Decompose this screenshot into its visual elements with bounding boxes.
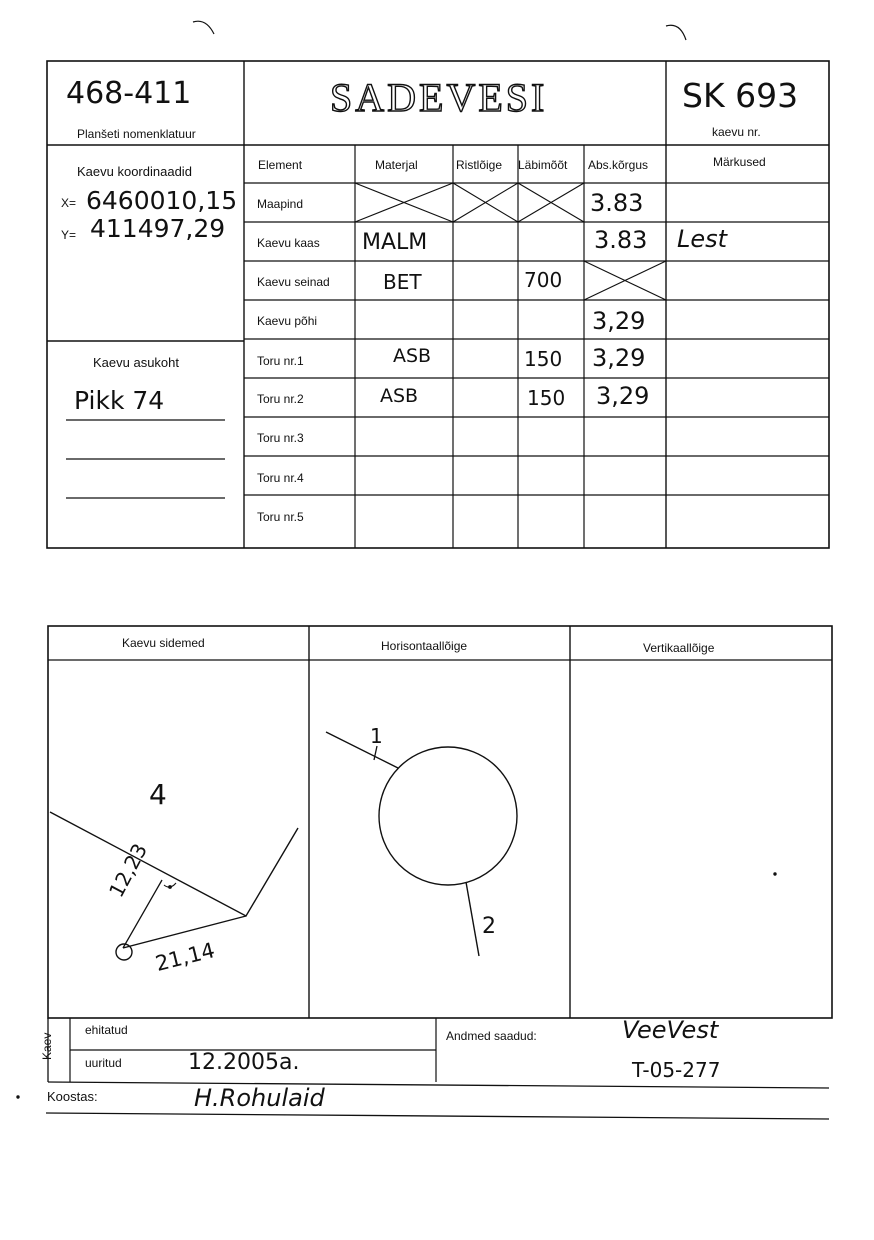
header-material: Materjal (375, 158, 418, 172)
row-label-pipe-5: Toru nr.5 (257, 510, 304, 524)
pipe-2-material: ASB (380, 385, 419, 407)
pipe-1-diameter: 150 (524, 347, 563, 371)
cover-material: MALM (362, 230, 428, 255)
header-cross-section: Ristlõige (456, 158, 503, 172)
surveyed-label: uuritud (85, 1056, 122, 1070)
row-label-pipe-3: Toru nr.3 (257, 431, 304, 445)
walls-material: BET (383, 270, 422, 294)
row-label-walls: Kaevu seinad (257, 275, 330, 289)
data-source-value: VeeVest (622, 1016, 719, 1044)
pipe-2-abs-height: 3,29 (596, 382, 650, 410)
cover-notes: Lest (677, 225, 728, 253)
header-element: Element (258, 158, 303, 172)
location-value: Pikk 74 (74, 386, 165, 415)
compiled-label: Koostas: (47, 1089, 98, 1104)
row-label-ground: Maapind (257, 197, 304, 211)
footer-side-label: Kaev (40, 1032, 54, 1060)
row-label-pipe-2: Toru nr.2 (257, 392, 304, 406)
cover-abs-height: 3.83 (594, 226, 648, 254)
data-source-reference: T-05-277 (632, 1058, 721, 1082)
pipe-1-abs-height: 3,29 (592, 344, 646, 372)
panel-title-connections: Kaevu sidemed (122, 636, 205, 650)
plot-number: 4 (149, 778, 167, 811)
sheet-nomenclature-label: Planšeti nomenklatuur (77, 127, 196, 141)
distance-a: 12,23 (104, 839, 153, 902)
sheet-nomenclature-value: 468-411 (66, 76, 192, 111)
compiled-value: H.Rohulaid (194, 1084, 325, 1112)
y-coordinate-value: 411497,29 (90, 214, 226, 243)
x-coordinate-value: 6460010,15 (86, 186, 238, 215)
header-diameter: Läbimõõt (518, 158, 568, 172)
well-number-label: kaevu nr. (712, 125, 761, 139)
x-prefix: X= (61, 196, 77, 210)
pipe-2-diameter: 150 (527, 386, 566, 410)
panel-title-vertical: Vertikaallõige (643, 641, 715, 655)
pipe-1-marker: 1 (370, 724, 383, 748)
header-abs-height: Abs.kõrgus (588, 158, 649, 172)
row-label-pipe-4: Toru nr.4 (257, 471, 304, 485)
panel-title-horizontal: Horisontaallõige (381, 639, 468, 653)
pipe-1-material: ASB (393, 345, 432, 367)
ground-abs-height: 3.83 (590, 189, 644, 217)
surveyed-value: 12.2005a. (188, 1050, 300, 1075)
y-prefix: Y= (61, 228, 77, 242)
walls-diameter: 700 (524, 268, 563, 292)
header-notes: Märkused (713, 155, 766, 169)
row-label-bottom: Kaevu põhi (257, 314, 318, 328)
well-number-value: SK 693 (682, 76, 799, 115)
bottom-abs-height: 3,29 (592, 307, 646, 335)
data-source-label: Andmed saadud: (446, 1029, 537, 1043)
location-label: Kaevu asukoht (93, 355, 180, 370)
pipe-2-marker: 2 (482, 914, 496, 939)
row-label-pipe-1: Toru nr.1 (257, 354, 304, 368)
row-label-cover: Kaevu kaas (257, 236, 320, 250)
distance-b: 21,14 (152, 938, 218, 976)
form-title: SADEVESI (330, 75, 548, 120)
coordinates-label: Kaevu koordinaadid (77, 164, 192, 179)
built-label: ehitatud (85, 1023, 128, 1037)
